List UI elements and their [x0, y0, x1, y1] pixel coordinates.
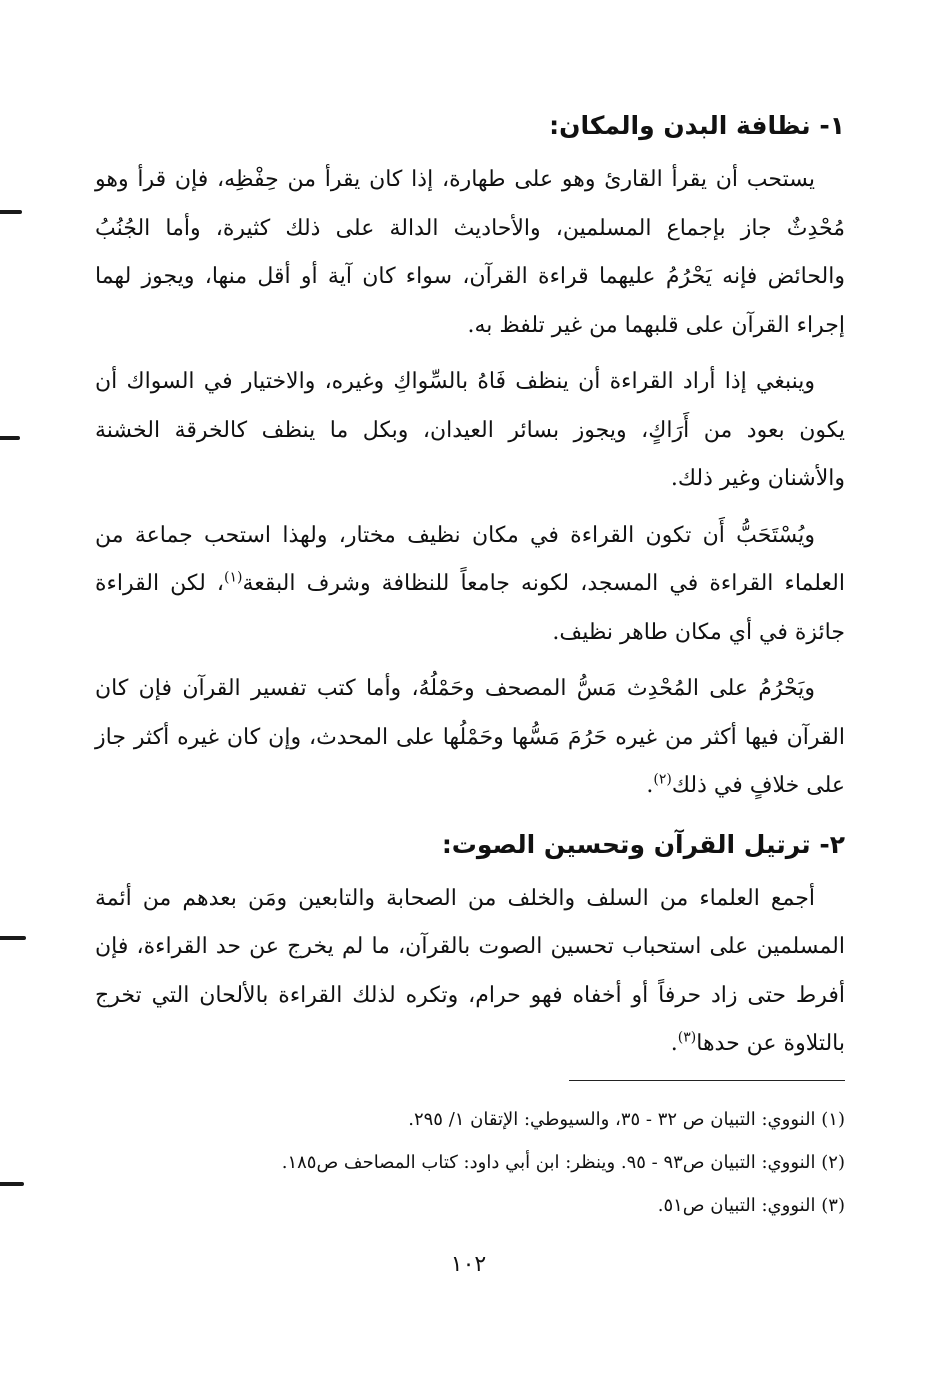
- margin-scan-mark: [0, 210, 22, 214]
- footnotes-list: [145, 1098, 845, 1227]
- footnote-1: (١) النووي: التبيان ص ٣٢ - ٣٥، والسيوطي: الإتقان ١/ ٢٩٥.: [408, 1109, 845, 1130]
- paragraph-place-tail: ، لكن القراءة جائزة في أي مكان طاهر نظيف.: [95, 571, 845, 645]
- paragraph-mushaf-text: ويَحْرُمُ على المُحْدِث مَسُّ المصحف وحَمْلُهُ، وأما كتب تفسير القرآن فإن كان القرآن فيها أكثر من غيره حَرُمَ مَسُّها وحَمْلُها على المحدث، وإن كان غيره أكثر جاز على خلافٍ في ذلك: [95, 676, 845, 798]
- page-number: ١٠٢: [450, 1252, 487, 1277]
- paragraph-place-text: ويُسْتَحَبُّ أَن تكون القراءة في مكان نظيف مختار، ولهذا استحب جماعة من العلماء القراءة في المسجد، لكونه جامعاً للنظافة وشرف البقعة: [95, 522, 845, 596]
- footnote-2: (٢) النووي: التبيان ص٩٣ - ٩٥. وينظر: ابن أبي داود: كتاب المصاحف ص١٨٥.: [281, 1152, 845, 1173]
- footnote-ref-3[interactable]: (٣): [677, 1029, 697, 1046]
- section-1-heading: ١- نظافة البدن والمكان:: [549, 111, 845, 140]
- margin-scan-mark: [0, 1182, 24, 1186]
- paragraph-tarteel: [95, 875, 845, 1069]
- paragraph-purity: يستحب أن يقرأ القارئ وهو على طهارة، إذا كان يقرأ من حِفْظِه، فإن قرأ وهو مُحْدِثٌ جاز بإجماع المسلمين، والأحاديث الدالة على ذلك كثيرة، وأما الجُنُبُ والحائض فإنه يَحْرُمُ عليهما قراءة القرآن، سواء كان آية أو أقل منها، ويجوز لهما إجراء القرآن على قلبهما من غير تلفظ به.: [95, 167, 845, 338]
- paragraph-tarteel-text: أجمع العلماء من السلف والخلف من الصحابة والتابعين ومَن بعدهم من أئمة المسلمين على استحباب تحسين الصوت بالقرآن، ما لم يخرج عن حد القراءة، فإن أفرط حتى زاد حرفاً أو أخفاه فهو حرام، وتكره لذلك القراءة بالألحان التي تخرج بالتلاوة عن حدها: [95, 885, 845, 1056]
- footnote-3: (٣) النووي: التبيان ص٥١.: [657, 1195, 845, 1216]
- paragraph-siwak: وينبغي إذا أراد القراءة أن ينظف فَاهُ بالسِّواكِ وغيره، والاختيار في السواك أن يكون بعود من أَرَاكٍ، ويجوز بسائر العيدان، وبكل ما ينظف كالخرقة الخشنة والأشنان وغير ذلك.: [95, 369, 845, 491]
- footnote-ref-2[interactable]: (٢): [653, 771, 672, 788]
- paragraph-tarteel-tail: .: [670, 1031, 678, 1056]
- page-body: [95, 100, 845, 1077]
- paragraph-place: [95, 512, 845, 658]
- paragraph-mushaf-tail: .: [646, 773, 654, 798]
- paragraph-mushaf: [95, 665, 845, 811]
- footnote-separator: [569, 1080, 845, 1081]
- margin-scan-mark: [0, 936, 26, 940]
- margin-scan-mark: [0, 436, 20, 440]
- section-2-heading: ٢- ترتيل القرآن وتحسين الصوت:: [441, 829, 845, 859]
- footnote-ref-1[interactable]: (١): [224, 569, 243, 586]
